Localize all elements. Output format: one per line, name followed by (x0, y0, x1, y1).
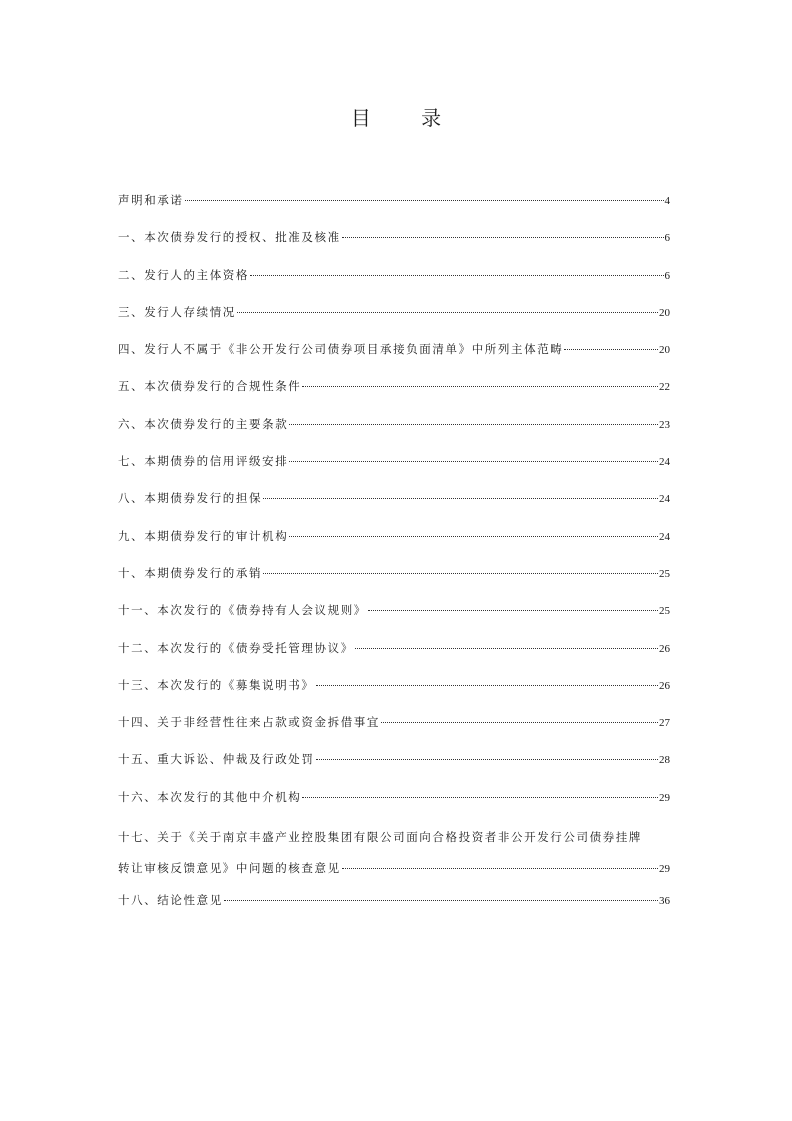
toc-entry-text: 八、本期债券发行的担保 (118, 491, 263, 506)
toc-entry[interactable] (118, 747, 670, 784)
dot-leader (302, 386, 658, 387)
dot-leader (289, 536, 658, 537)
toc-entry[interactable] (118, 300, 670, 337)
dot-leader (355, 648, 658, 649)
toc-page-number: 36 (659, 895, 670, 908)
dot-leader (237, 312, 658, 313)
toc-page-number: 29 (659, 791, 670, 804)
toc-page-number: 20 (659, 344, 670, 357)
toc-entry-text: 四、发行人不属于《非公开发行公司债券项目承接负面清单》中所列主体范畴 (118, 342, 564, 357)
toc-entry-text: 二、发行人的主体资格 (118, 267, 249, 282)
toc-page-number: 25 (659, 567, 670, 580)
dot-leader (263, 573, 658, 574)
dot-leader (224, 900, 658, 901)
toc-page-number: 22 (659, 381, 670, 394)
toc-entry[interactable] (118, 598, 670, 635)
toc-entry-text: 十三、本次发行的《募集说明书》 (118, 677, 315, 692)
toc-entry[interactable] (118, 822, 670, 888)
toc-entry-text: 十一、本次发行的《债券持有人会议规则》 (118, 603, 367, 618)
dot-leader (368, 610, 658, 611)
dot-leader (316, 685, 659, 686)
toc-page-number: 6 (664, 269, 670, 282)
toc-entry-text: 五、本次债券发行的合规性条件 (118, 379, 302, 394)
toc-entry[interactable] (118, 710, 670, 747)
table-of-contents (118, 188, 670, 925)
toc-page-number: 6 (664, 232, 670, 245)
toc-entry-text: 一、本次债券发行的授权、批准及核准 (118, 230, 341, 245)
toc-entry[interactable] (118, 524, 670, 561)
toc-entry[interactable] (118, 374, 670, 411)
toc-page-number: 24 (659, 530, 670, 543)
toc-page-number: 23 (659, 418, 670, 431)
toc-entry-text: 十、本期债券发行的承销 (118, 565, 263, 580)
toc-page-number: 25 (659, 605, 670, 618)
toc-entry-text: 七、本期债券的信用评级安排 (118, 454, 289, 469)
toc-entry[interactable] (118, 412, 670, 449)
toc-page-number: 29 (659, 863, 670, 876)
page-title: 目 录 (350, 106, 464, 130)
toc-entry[interactable] (118, 337, 670, 374)
toc-entry-text: 十八、结论性意见 (118, 893, 223, 908)
toc-entry-text: 十六、本次发行的其他中介机构 (118, 789, 302, 804)
toc-page-number: 26 (659, 642, 670, 655)
dot-leader (250, 275, 664, 276)
toc-page-number: 27 (659, 717, 670, 730)
toc-page-number: 24 (659, 456, 670, 469)
toc-entry[interactable] (118, 263, 670, 300)
dot-leader (185, 200, 664, 201)
toc-entry-text: 十四、关于非经营性往来占款或资金拆借事宜 (118, 715, 380, 730)
toc-entry[interactable] (118, 188, 670, 225)
toc-entry-text: 十五、重大诉讼、仲裁及行政处罚 (118, 752, 315, 767)
toc-entry[interactable] (118, 225, 670, 262)
dot-leader (289, 461, 658, 462)
toc-page-number: 26 (659, 679, 670, 692)
toc-entry[interactable] (118, 785, 670, 822)
dot-leader (289, 424, 658, 425)
dot-leader (564, 349, 658, 350)
toc-page-number: 20 (659, 306, 670, 319)
toc-entry[interactable] (118, 486, 670, 523)
toc-page-number: 28 (659, 754, 670, 767)
dot-leader (263, 498, 658, 499)
toc-entry-text: 六、本次债券发行的主要条款 (118, 416, 289, 431)
toc-entry-text: 十七、关于《关于南京丰盛产业控股集团有限公司面向合格投资者非公开发行公司债券挂牌 (118, 830, 642, 845)
toc-page-number: 24 (659, 493, 670, 506)
toc-entry-text: 十二、本次发行的《债券受托管理协议》 (118, 640, 354, 655)
dot-leader (302, 797, 658, 798)
dot-leader (342, 868, 658, 869)
dot-leader (316, 759, 659, 760)
toc-entry[interactable] (118, 449, 670, 486)
toc-entry[interactable] (118, 636, 670, 673)
toc-entry-text: 九、本期债券发行的审计机构 (118, 528, 289, 543)
toc-page-number: 4 (664, 195, 670, 207)
toc-entry[interactable] (118, 888, 670, 925)
dot-leader (342, 237, 664, 238)
toc-entry-text: 三、发行人存续情况 (118, 304, 236, 319)
toc-entry[interactable] (118, 673, 670, 710)
toc-entry-text-continued: 转让审核反馈意见》中问题的核查意见 (118, 861, 341, 876)
dot-leader (381, 722, 658, 723)
toc-entry-text: 声明和承诺 (118, 193, 184, 207)
toc-entry[interactable] (118, 561, 670, 598)
